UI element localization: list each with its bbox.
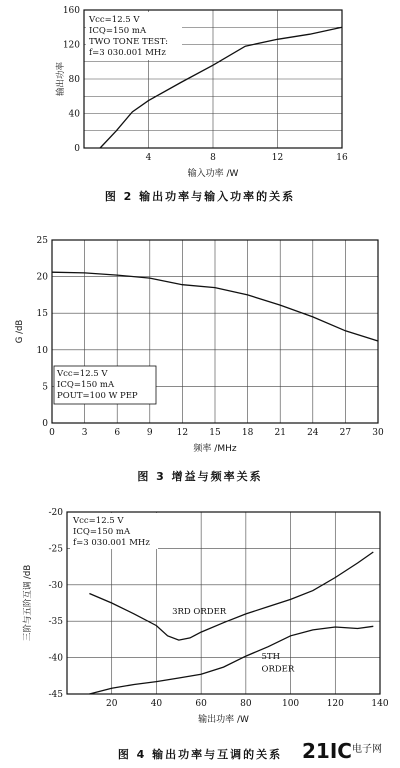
annotation-line: Vcc=12.5 V (89, 15, 140, 25)
x-tick-label: 4 (145, 153, 152, 163)
series-line-1 (89, 552, 373, 640)
x-tick-label: 16 (336, 153, 348, 163)
series-label-order: ORDER (261, 664, 295, 675)
series-label-3rd-order: 3RD ORDER (172, 606, 227, 617)
svg-text:21IC: 21IC (302, 739, 352, 763)
x-tick-label: 6 (114, 428, 121, 438)
y-tick-label: 25 (36, 236, 48, 246)
figure-gain-vs-frequency (0, 236, 400, 483)
annotation-line: Vcc=12.5 V (73, 516, 124, 526)
x-tick-label: 20 (105, 699, 118, 709)
y-tick-label: -40 (48, 653, 63, 664)
y-tick-label: 120 (62, 40, 80, 51)
x-tick-label: 80 (240, 699, 252, 709)
y-axis-label: 三阶与五阶互调 /dB (23, 564, 33, 642)
y-tick-label: 20 (36, 272, 48, 283)
watermark-logo (300, 738, 395, 764)
x-tick-label: 15 (209, 428, 221, 438)
y-tick-label: 80 (68, 75, 80, 85)
annotation-line: Vcc=12.5 V (57, 369, 108, 379)
y-tick-label: 15 (36, 309, 48, 320)
chart-imd-vs-output (0, 500, 400, 740)
x-tick-label: 27 (339, 428, 352, 438)
annotation-line: f=3 030.001 MHz (73, 538, 150, 548)
figure-output-vs-input (0, 0, 400, 203)
watermark-logo-image (300, 738, 395, 764)
y-tick-label: 160 (62, 6, 80, 16)
annotation-line: TWO TONE TEST: (89, 37, 168, 47)
x-tick-label: 8 (210, 153, 216, 163)
y-tick-label: 0 (42, 419, 48, 429)
y-axis-label: 输出功率 (56, 61, 66, 97)
annotation-line: ICQ=150 mA (89, 26, 147, 36)
x-tick-label: 140 (371, 699, 389, 709)
y-axis-label: G /dB (15, 319, 25, 344)
chart-output-vs-input (0, 0, 400, 180)
x-tick-label: 3 (81, 428, 88, 438)
x-tick-label: 21 (274, 428, 286, 438)
x-tick-label: 30 (372, 428, 384, 438)
x-tick-label: 12 (271, 153, 284, 163)
x-axis-label: 频率 /MHz (193, 444, 237, 454)
x-tick-label: 40 (150, 699, 163, 709)
annotation-line: ICQ=150 mA (57, 380, 115, 390)
series-line-2 (89, 626, 373, 694)
y-tick-label: 0 (74, 144, 80, 154)
y-tick-label: 10 (36, 345, 48, 356)
x-tick-label: 60 (195, 699, 207, 709)
y-tick-label: 40 (68, 109, 80, 120)
y-tick-label: -20 (48, 508, 63, 518)
x-tick-label: 24 (307, 428, 319, 438)
chart-gain-vs-frequency (0, 236, 400, 454)
y-tick-label: -30 (48, 580, 63, 591)
x-tick-label: 12 (176, 428, 189, 438)
y-tick-label: -35 (48, 617, 63, 628)
annotation-line: f=3 030.001 MHz (89, 48, 166, 58)
y-tick-label: -25 (48, 544, 63, 555)
x-tick-label: 100 (281, 699, 300, 709)
y-tick-label: 5 (42, 382, 48, 393)
series-label-5th: 5TH (261, 652, 281, 663)
x-tick-label: 0 (49, 428, 55, 438)
caption-figure-3: 图 3 增益与频率关系 (137, 470, 263, 483)
x-axis-label: 输出功率 /W (198, 715, 249, 725)
annotation-line: POUT=100 W PEP (57, 391, 138, 401)
x-tick-label: 18 (241, 428, 254, 438)
x-tick-label: 120 (326, 699, 344, 709)
annotation-line: ICQ=150 mA (73, 527, 131, 537)
caption-figure-4: 图 4 输出功率与互调的关系 (117, 748, 283, 761)
y-tick-label: -45 (48, 690, 63, 700)
x-axis-label: 输入功率 /W (187, 169, 239, 179)
x-tick-label: 9 (146, 428, 153, 438)
svg-text:电子网: 电子网 (352, 744, 382, 755)
caption-figure-2: 图 2 输出功率与输入功率的关系 (104, 190, 296, 203)
